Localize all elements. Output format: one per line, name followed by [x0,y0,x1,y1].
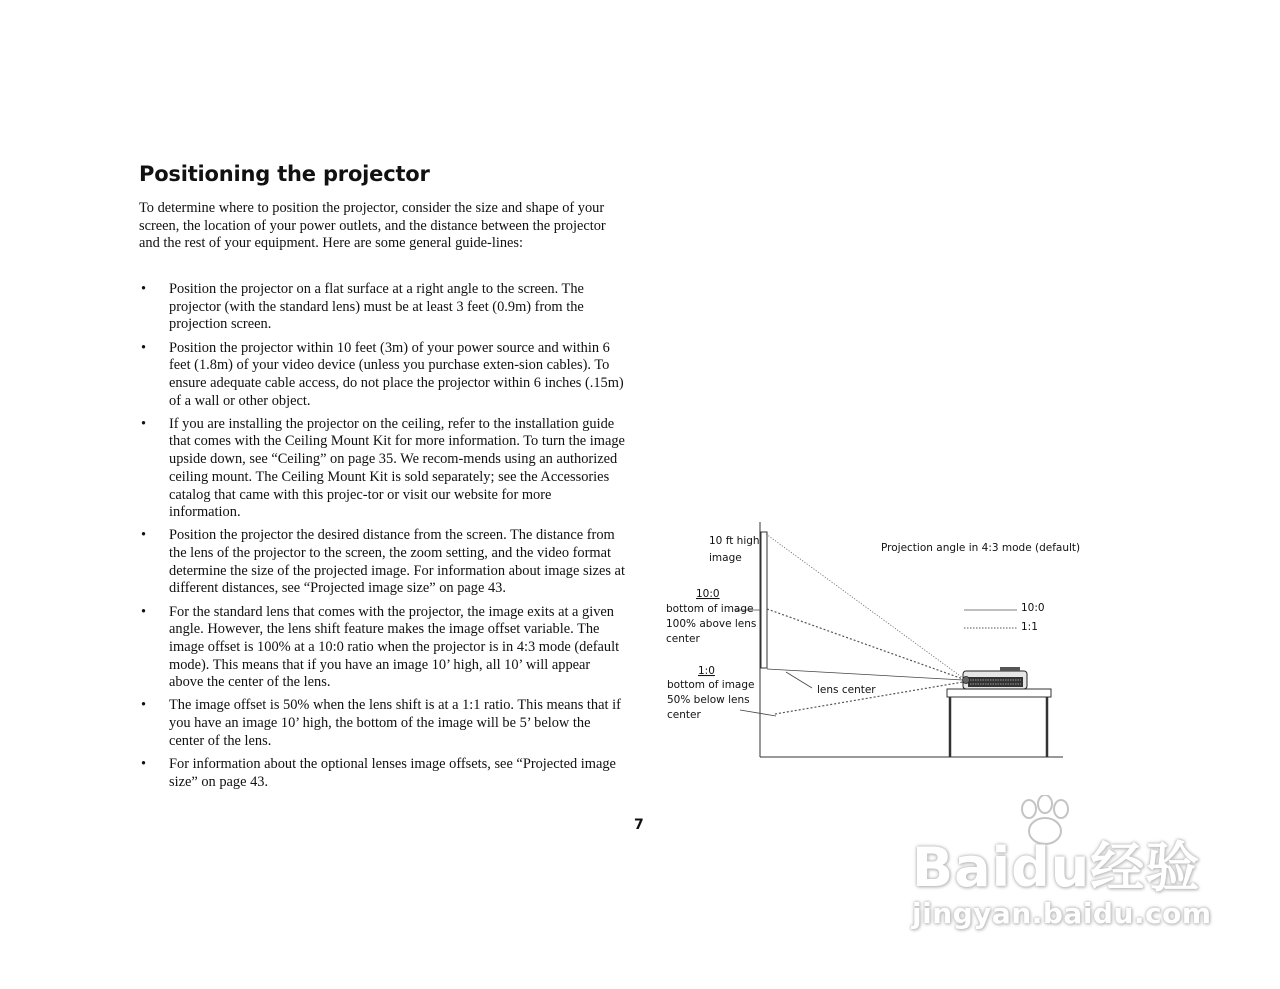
top-ray [766,534,963,678]
guideline-list [139,281,625,797]
bullet-icon: • [141,339,147,356]
ratio-10-0-label: 10:0 [696,588,720,600]
bullet-icon: • [141,697,147,714]
table-top [947,689,1051,697]
list-item [139,527,625,598]
pointer-lens-center [786,672,812,688]
image-height-label: 10 ft high [709,535,760,547]
angle-title: Projection angle in 4:3 mode (default) [881,542,1081,554]
ratio-1-0-label: 1:0 [698,665,715,677]
ratio-10-0-description: bottom of image [666,603,754,615]
list-item-text: Position the projector within 10 feet (3m) of your power source and within 6 feet (1.8m) of your video device (unless you purchase exten-sion cables). To ensure adequate cable access, do not place the projector within 6 inches (.15m) of a wall or other object. [169,339,624,409]
list-item-text: If you are installing the projector on the ceiling, refer to the installation guide that comes with the Ceiling Mount Kit for more information. To turn the image upside down, see “Ceiling” on page 35. We recom-mends using an authorized ceiling mount. The Ceiling Mount Kit is sold separately; see the Accessories catalog that came with this projec-tor or visit our website for more information. [169,415,625,521]
ratio-1-0-description: bottom of image [667,679,755,691]
watermark-url: jingyan.baidu.com [912,897,1212,930]
ray-10-0 [767,609,963,679]
list-item [139,281,625,334]
bullet-icon: • [141,603,147,620]
page-number: 7 [634,817,644,833]
bullet-icon: • [141,415,147,432]
baidu-watermark [900,795,1210,945]
list-item [139,604,625,693]
list-item [139,697,625,750]
pointer-1-0 [740,710,776,716]
list-item-text: Position the projector on a flat surface at a right angle to the screen. The projector (with the standard lens) must be at least 3 feet (0.9m) from the projection screen. [169,281,584,333]
bullet-icon: • [141,527,147,544]
legend-label: 10:0 [1021,602,1045,614]
ratio-1-0-description: center [667,709,701,721]
list-item [139,756,625,791]
list-item-text: The image offset is 50% when the lens shift is at a 1:1 ratio. This means that if you have an image 10’ high, the bottom of the image will be 5’ below the center of the lens. [169,697,621,749]
list-item [139,416,625,522]
ratio-10-0-description: center [666,633,700,645]
list-item-text: For information about the optional lenses image offsets, see “Projected image size” on page 43. [169,755,616,790]
projection-screen [761,532,767,668]
ratio-1-0-description: 50% below lens [667,694,750,706]
list-item [139,340,625,411]
list-item-text: For the standard lens that comes with the projector, the image exits at a given angle. However, the lens shift feature makes the image offset variable. The image offset is 100% at a 10:0 ratio when the projector is in 4:3 mode (default mode). This means that if you have an image 10’ high, all 10’ will appear above the center of the lens. [169,603,620,691]
lens-center-label: lens center [817,684,876,696]
intro-paragraph: To determine where to position the projector, consider the size and shape of your screen, the location of your power outlets, and the distance between the projector and the rest of your equipment. Here are some general guide-lines: [139,200,606,252]
watermark-brand: Baidu经验 [912,836,1201,899]
bullet-icon: • [141,281,147,297]
projection-angle-diagram [650,515,1100,770]
projector-icon [963,667,1028,689]
list-item-text: Position the projector the desired distance from the screen. The distance from the lens of the projector to the screen, the zoom setting, and the video format determine the size of the projected image. For information about image sizes at different distances, see “Projected image size” on page 43. [169,527,625,597]
image-height-label: image [709,552,742,564]
ratio-10-0-description: 100% above lens [666,618,757,630]
bullet-icon: • [141,755,147,772]
page-title: Positioning the projector [139,162,430,186]
legend-label: 1:1 [1021,621,1038,633]
